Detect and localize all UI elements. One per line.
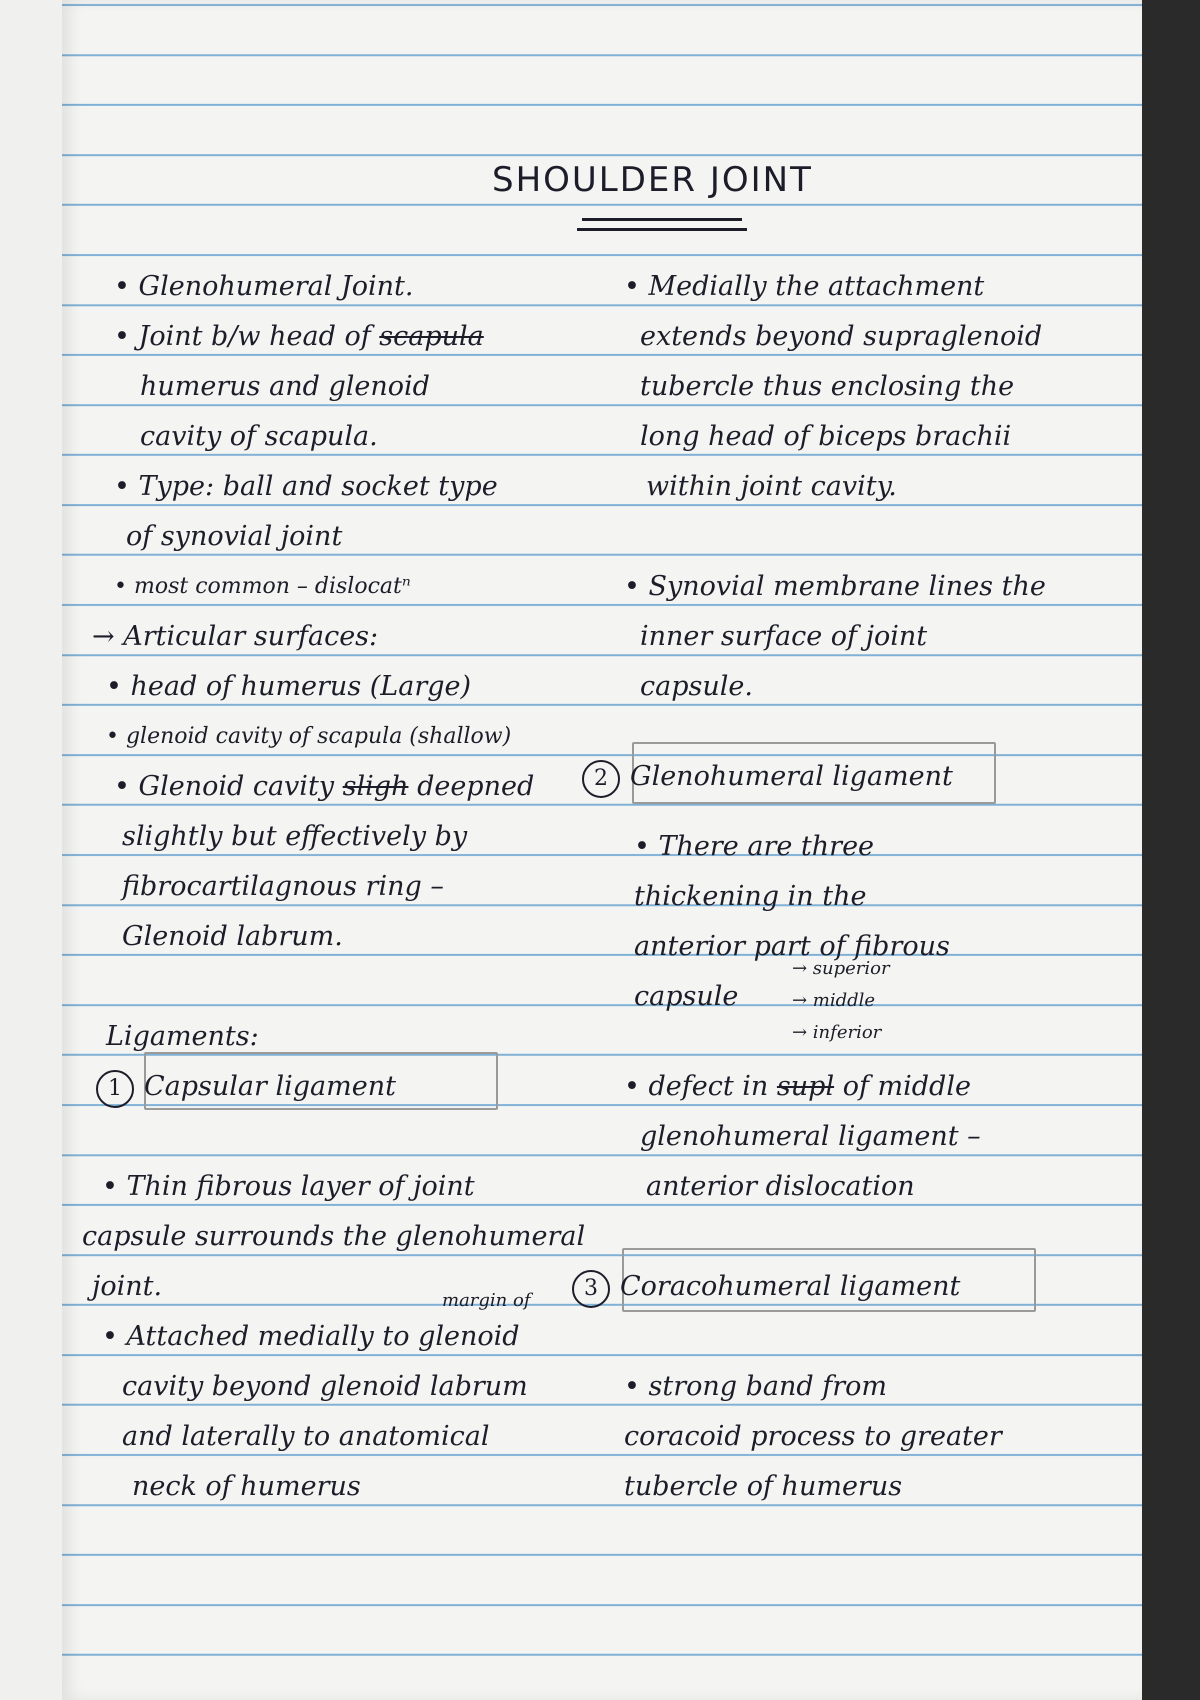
note-line: joint. [92,1271,163,1302]
note-line: • Medially the attachment [624,271,985,302]
note-line: coracoid process to greater [624,1421,1002,1452]
note-line: long head of biceps brachii [640,421,1012,452]
struck-word: scapula [379,321,484,352]
note-line: inner surface of joint [640,621,928,652]
section-heading: Ligaments: [106,1021,259,1052]
note-line: capsule. [640,671,753,702]
note-line: • Glenohumeral Joint. [114,271,414,302]
number-circle: 3 [572,1270,610,1308]
insert-note: margin of [442,1290,531,1311]
note-line: • defect in supl of middle [624,1071,971,1102]
note-line: → Articular surfaces: [92,621,379,652]
note-line: • Attached medially to glenoid [102,1321,520,1352]
sub-item: → middle [792,990,876,1011]
ligament-heading: 2 Glenohumeral ligament [582,752,953,802]
note-line: neck of humerus [132,1471,361,1502]
note-line: • Synovial membrane lines the [624,571,1046,602]
note-line: tubercle of humerus [624,1471,903,1502]
struck-word: sligh [342,771,409,802]
sub-item: → inferior [792,1022,882,1043]
note-line: within joint cavity. [646,471,897,502]
note-line: glenohumeral ligament – [640,1121,981,1152]
note-line: tubercle thus enclosing the [640,371,1015,402]
note-line: anterior dislocation [646,1171,915,1202]
note-line: • most common – dislocatⁿ [114,574,411,599]
sub-item: → superior [792,958,890,979]
note-line: humerus and glenoid [140,371,430,402]
ligament-heading: 3 Coracohumeral ligament [572,1262,960,1312]
struck-word: supl [776,1071,835,1102]
note-line: • glenoid cavity of scapula (shallow) [106,724,512,749]
page-title: SHOULDER JOINT [492,160,813,200]
note-line: capsule surrounds the glenohumeral [82,1221,586,1252]
note-line: capsule [634,981,739,1012]
notebook-page [62,0,1142,1700]
note-line: • Type: ball and socket type [114,471,498,502]
ligament-heading: 1 Capsular ligament [96,1062,396,1112]
note-line: fibrocartilagnous ring – [122,871,444,902]
note-line: • There are three [634,831,875,862]
note-line: • Thin fibrous layer of joint [102,1171,475,1202]
note-line: slightly but effectively by [122,821,468,852]
note-line: • Glenoid cavity sligh deepned [114,771,535,802]
note-line: and laterally to anatomical [122,1421,490,1452]
note-line: extends beyond supraglenoid [640,321,1043,352]
title-underline-2 [577,228,747,231]
number-circle: 2 [582,760,620,798]
note-line: Glenoid labrum. [122,921,343,952]
note-line: • strong band from [624,1371,888,1402]
note-line: anterior part of fibrous [634,931,950,962]
note-line: thickening in the [634,881,867,912]
note-line: • head of humerus (Large) [106,671,472,702]
note-line: • Joint b/w head of scapula [114,321,484,352]
number-circle: 1 [96,1070,134,1108]
note-line: cavity of scapula. [140,421,378,452]
note-line: cavity beyond glenoid labrum [122,1371,528,1402]
note-line: of synovial joint [126,521,343,552]
title-underline [582,218,742,221]
page-edge [0,0,62,1700]
